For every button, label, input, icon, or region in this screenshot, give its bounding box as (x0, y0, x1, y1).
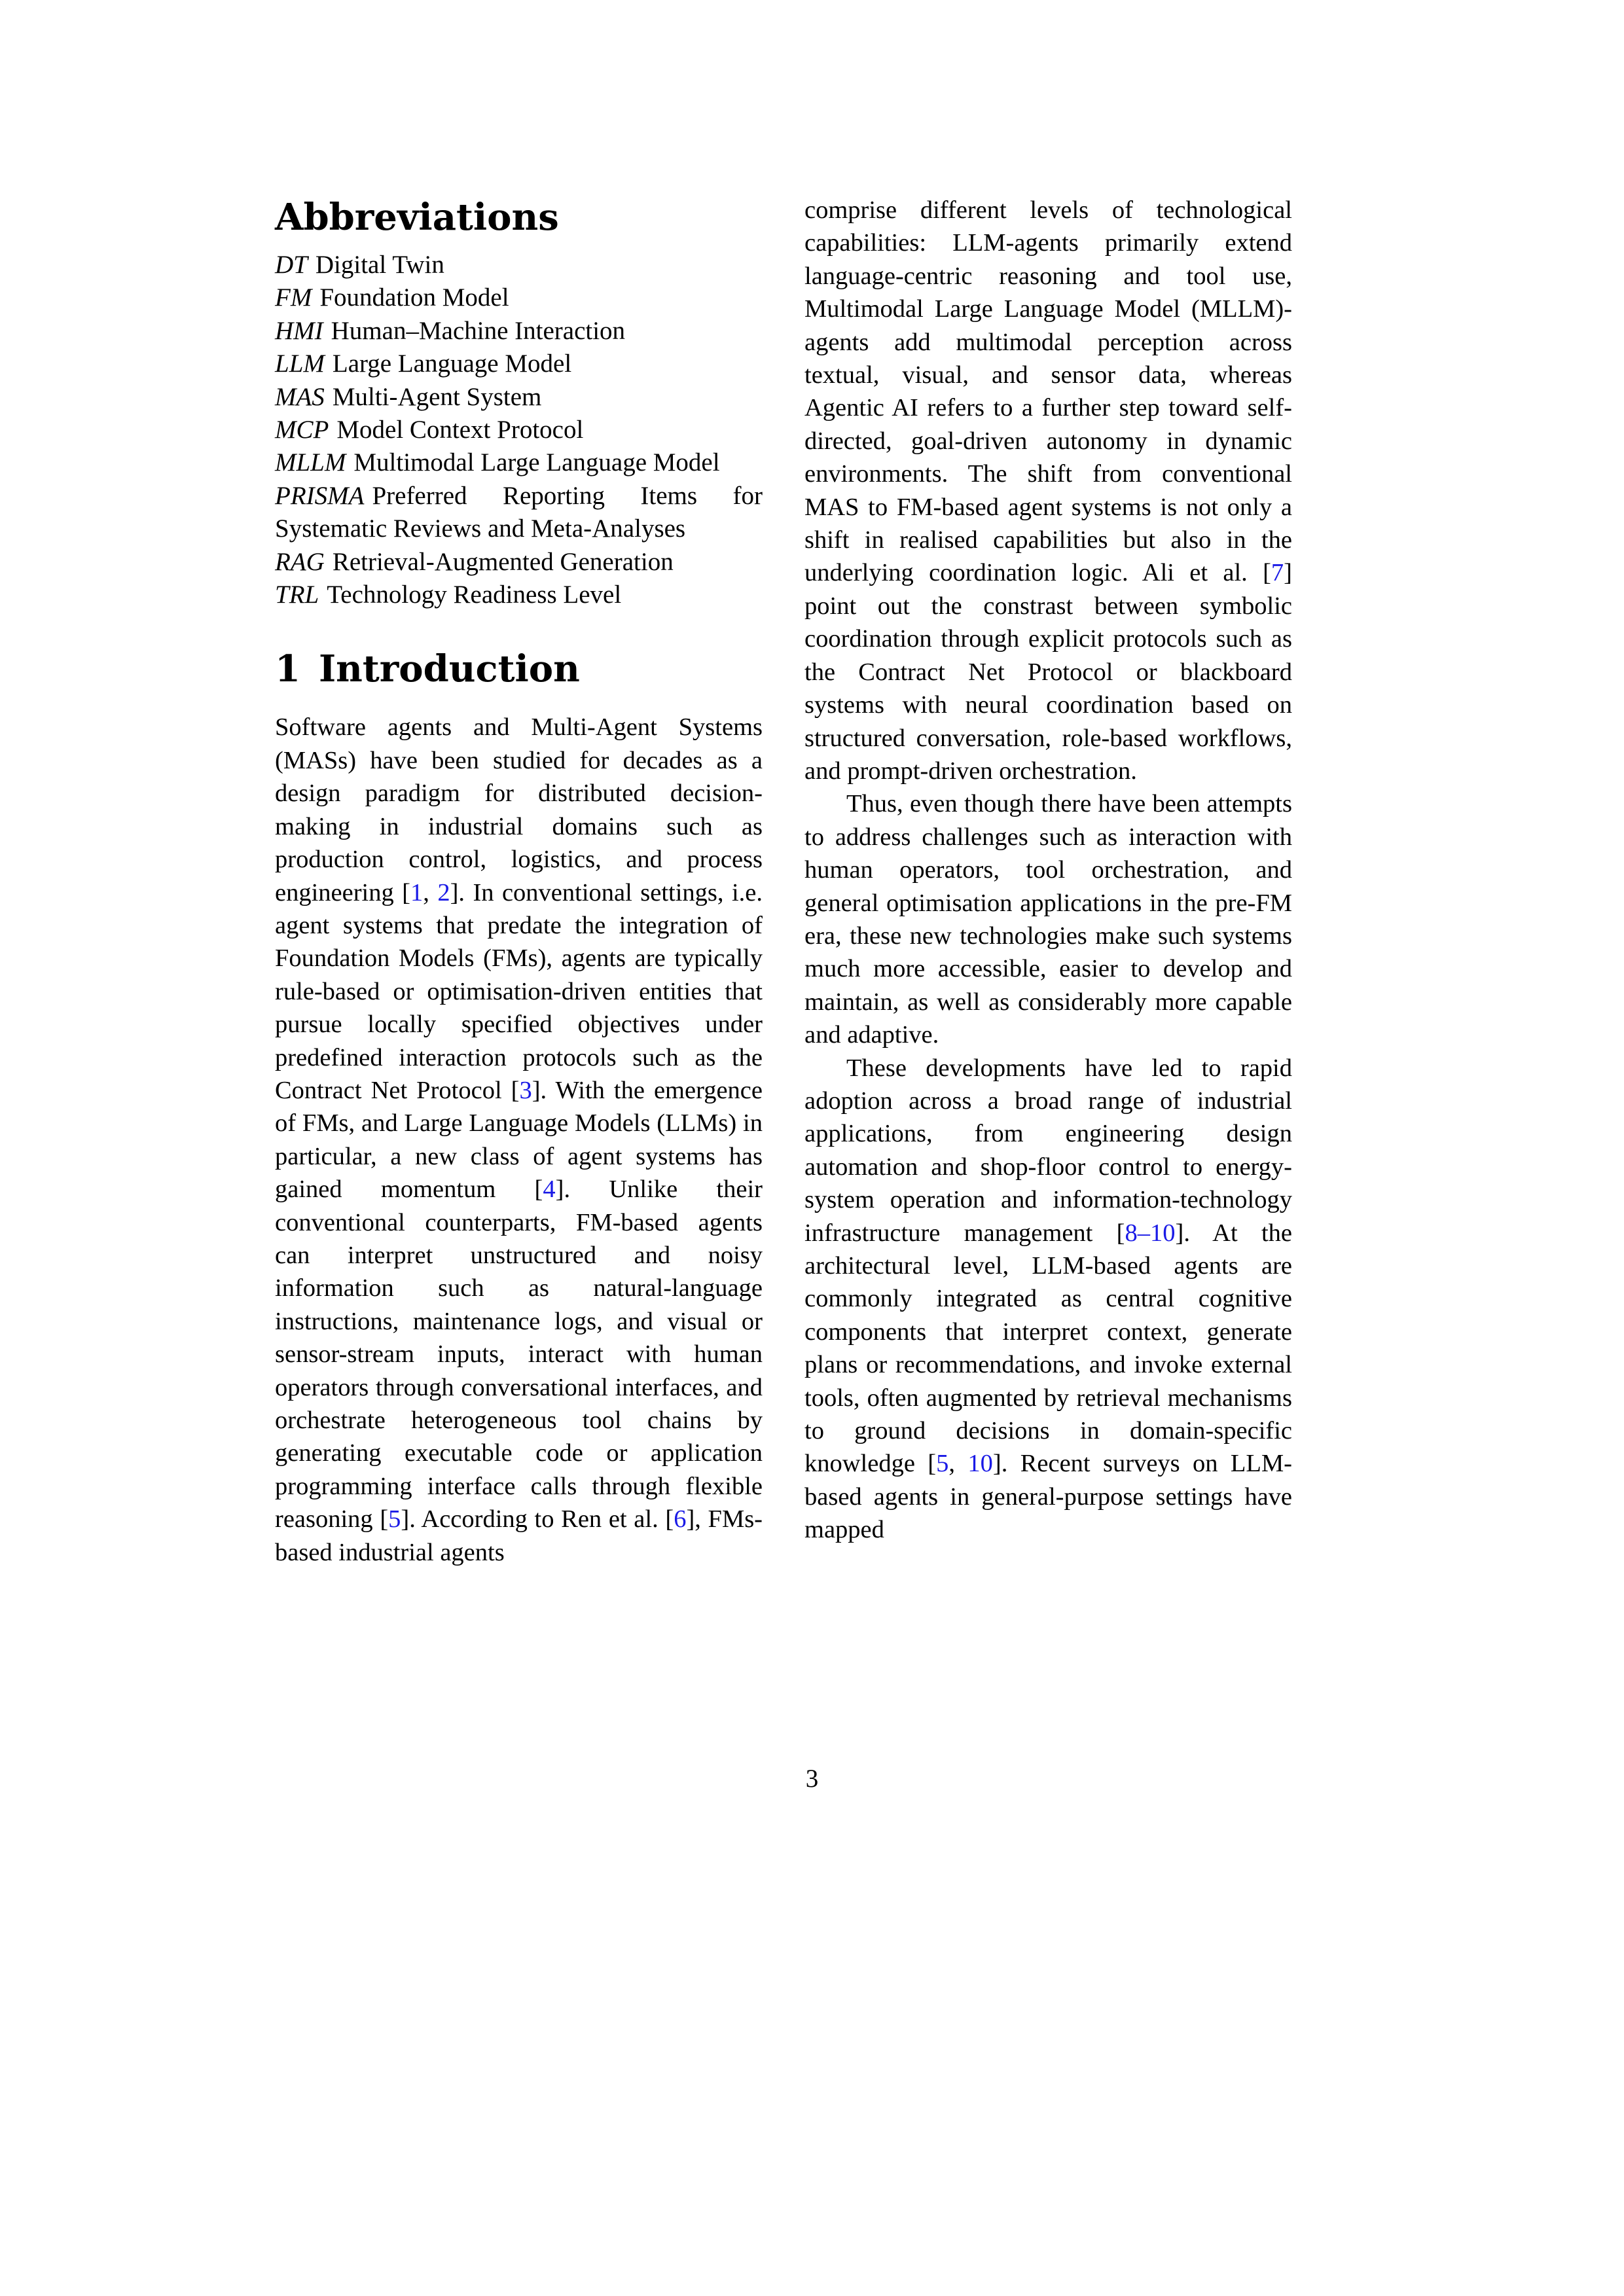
abbreviation-item (275, 446, 763, 479)
abbreviation-item (275, 414, 763, 446)
right-column (804, 194, 1292, 1547)
abbreviation-definition: Foundation Model (319, 283, 509, 312)
text-run: ]. At the architectural level, LLM-based agents are commonly integrated as central cognitive components that interpret context, generate plans or recommendations, and invoke external tools, often augmented by retrieval mechanisms to ground decisions in domain-specific knowledge [ (804, 1219, 1292, 1478)
citation-link[interactable]: 2 (437, 878, 450, 906)
abbreviation-item (275, 249, 763, 281)
intro-paragraph-1 (275, 711, 763, 1569)
abbreviation-definition: Preferred Reporting Items for Systematic Reviews and Meta-Analyses (275, 481, 763, 543)
citation-link[interactable]: 3 (519, 1076, 532, 1104)
abbreviations-heading: Abbreviations (275, 196, 559, 239)
abbreviation-term: PRISMA (275, 481, 365, 510)
abbreviation-definition: Large Language Model (332, 350, 572, 378)
abbreviation-definition: Model Context Protocol (336, 416, 584, 444)
citation-link[interactable]: 8–10 (1125, 1219, 1176, 1247)
abbreviation-item (275, 281, 763, 314)
abbreviation-item (275, 579, 763, 611)
abbreviation-term: FM (275, 283, 312, 312)
text-run: comprise different levels of technological capabilities: LLM-agents primarily extend language-centric reasoning and tool use, Multimodal Large Language Model (MLLM)-agents add multimodal perception across textual, visual, and sensor data, whereas Agentic AI refers to a further step toward self-directed, goal-driven autonomy in dynamic environments. The shift from conventional MAS to FM-based agent systems is not only a shift in realised capabilities but also in the underlying coordination logic. Ali et al. [ (804, 196, 1292, 587)
abbreviation-term: RAG (275, 547, 325, 576)
citation-link[interactable]: 6 (674, 1505, 687, 1534)
citation-link[interactable]: 10 (967, 1450, 993, 1478)
citation-link[interactable]: 5 (388, 1505, 401, 1534)
text-run: , (948, 1450, 968, 1478)
text-run: ], FMs-based industrial agents (275, 1505, 763, 1566)
abbreviation-term: DT (275, 251, 308, 279)
text-run: ]. Unlike their conventional counterparts, FM-based agents can interpret unstructured and noisy information such as natural-language instructions, maintenance logs, and visual or sensor-stream inputs, interact with human operators through conversational interfaces, and orchestrate heterogeneous tool chains by generating executable code or application programming interface calls through flexible reasoning [ (275, 1175, 763, 1534)
abbreviation-term: LLM (275, 350, 325, 378)
abbreviation-definition: Technology Readiness Level (327, 581, 622, 609)
text-run: ]. With the emergence of FMs, and Large Language Models (LLMs) in particular, a new class of agent systems has gained momentum [ (275, 1076, 763, 1204)
abbreviation-item (275, 315, 763, 348)
text-run: ]. Recent surveys on LLM-based agents in general-purpose settings have mapped (804, 1450, 1292, 1544)
intro-paragraph-1-continued (804, 194, 1292, 787)
abbreviation-definition: Multimodal Large Language Model (353, 448, 720, 477)
text-run: These developments have led to rapid adoption across a broad range of industrial applications, from engineering design automation and shop-floor control to energy-system operation and information-technology infrastructure management [ (804, 1054, 1292, 1247)
text-run: , (423, 878, 438, 906)
citation-link[interactable]: 1 (410, 878, 424, 906)
page-number: 3 (805, 1765, 819, 1793)
citation-link[interactable]: 7 (1271, 559, 1284, 587)
abbreviation-definition: Digital Twin (315, 251, 444, 279)
abbreviations-list (275, 249, 763, 611)
abbreviation-term: HMI (275, 316, 323, 345)
abbreviation-term: MCP (275, 416, 329, 444)
text-run: ]. According to Ren et al. [ (401, 1505, 674, 1534)
abbreviation-item (275, 480, 763, 546)
text-run: Software agents and Multi-Agent Systems (MASs) have been studied for decades as a design paradigm for distributed decision-making in industrial domains such as production control, logistics, and process engineering [ (275, 713, 763, 906)
text-run: ]. In conventional settings, i.e. agent systems that predate the integration of Foundation Models (FMs), agents are typically rule-based or optimisation-driven entities that pursue locally specified objectives under predefined interaction protocols such as the Contract Net Protocol [ (275, 878, 763, 1104)
text-run: ] point out the constrast between symbolic coordination through explicit protocols such as the Contract Net Protocol or blackboard systems with neural coordination based on structured conversation, role-based workflows, and prompt-driven orchestration. (804, 559, 1292, 785)
section-title: Introduction (318, 647, 580, 691)
abbreviation-term: MLLM (275, 448, 346, 477)
citation-link[interactable]: 4 (543, 1175, 556, 1204)
section-number: 1 (275, 647, 300, 691)
abbreviation-term: TRL (275, 581, 319, 609)
abbreviation-term: MAS (275, 382, 325, 411)
abbreviation-item (275, 348, 763, 380)
intro-paragraph-3 (804, 1052, 1292, 1547)
abbreviation-item (275, 546, 763, 579)
abbreviation-definition: Retrieval-Augmented Generation (332, 547, 674, 576)
left-column (275, 194, 763, 1569)
abbreviation-definition: Multi-Agent System (332, 382, 542, 411)
abbreviation-definition: Human–Machine Interaction (331, 316, 626, 345)
citation-link[interactable]: 5 (936, 1450, 949, 1478)
intro-paragraph-2: Thus, even though there have been attempts to address challenges such as interaction with human operators, tool orchestration, and general optimisation applications in the pre-FM era, these new technologies make such systems much more accessible, easier to develop and maintain, as well as considerably more capable and adaptive. (804, 790, 1292, 1049)
abbreviation-item (275, 381, 763, 414)
introduction-heading (275, 645, 763, 692)
